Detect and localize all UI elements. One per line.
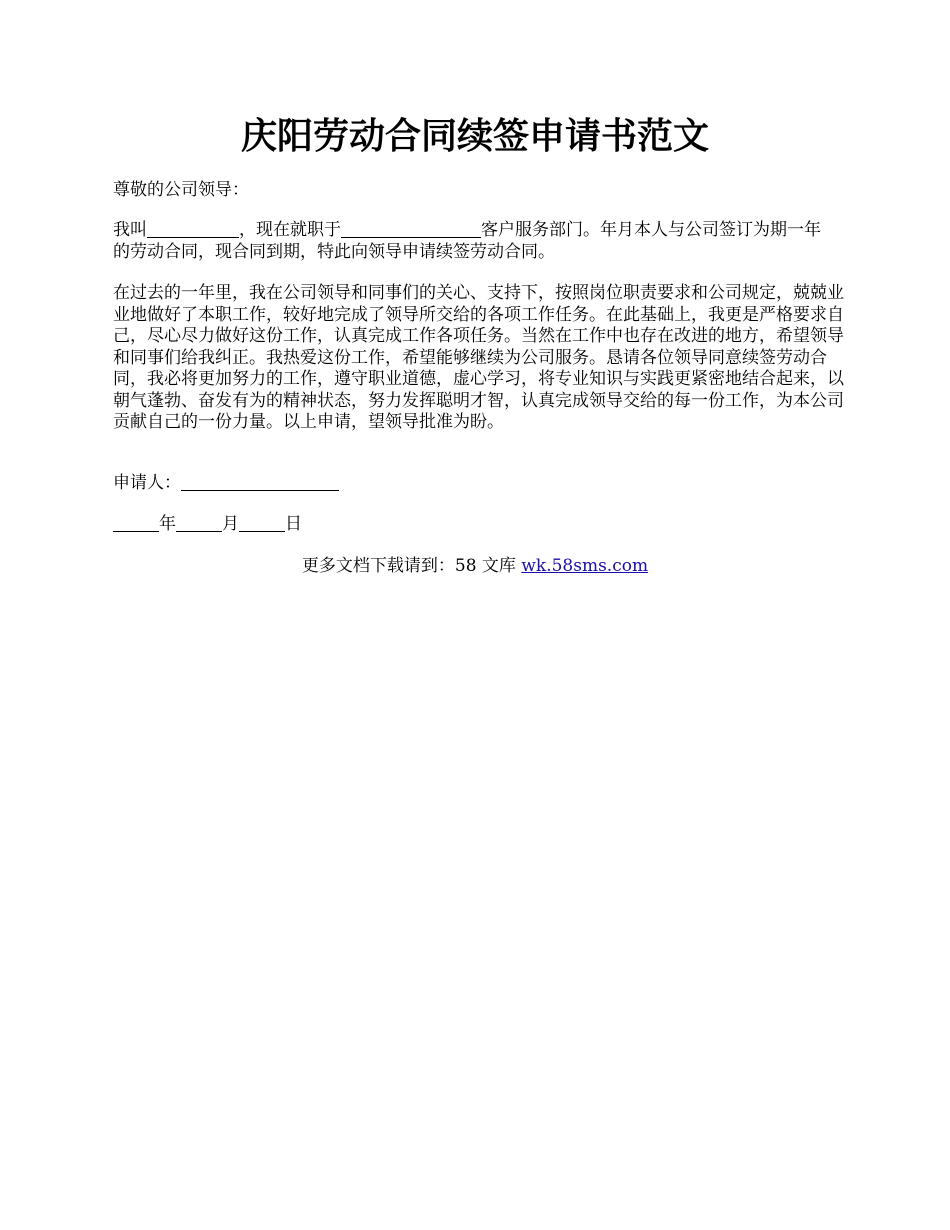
date-line bbox=[113, 514, 853, 536]
department-blank bbox=[341, 220, 481, 238]
year-blank bbox=[113, 514, 159, 532]
intro-text-1: 我叫 bbox=[113, 220, 147, 240]
intro-text-2: ，现在就职于 bbox=[239, 220, 341, 240]
name-blank bbox=[147, 220, 239, 238]
paragraph-intro bbox=[113, 220, 835, 263]
year-label: 年 bbox=[159, 514, 176, 534]
day-blank bbox=[239, 514, 285, 532]
document-title: 庆阳劳动合同续签申请书范文 bbox=[240, 115, 709, 157]
footer-text: 更多文档下载请到：58 文库 bbox=[301, 556, 522, 576]
salutation: 尊敬的公司领导： bbox=[113, 180, 249, 200]
applicant-blank bbox=[181, 473, 339, 491]
paragraph-body: 在过去的一年里，我在公司领导和同事们的关心、支持下，按照岗位职责要求和公司规定，兢兢业业地做好了本职工作，较好地完成了领导所交给的各项工作任务。在此基础上，我更是严格要求自己，尽心尽力做好这份工作，认真完成工作各项任务。当然在工作中也存在改进的地方，希望领导和同事们给我纠正。我热爱这份工作，希望能够继续为公司服务。恳请各位领导同意续签劳动合同，我必将更加努力的工作，遵守职业道德，虚心学习，将专业知识与实践更紧密地结合起来，以朝气蓬勃、奋发有为的精神状态，努力发挥聪明才智，认真完成领导交给的每一份工作，为本公司贡献自己的一份力量。以上申请，望领导批准为盼。 bbox=[113, 283, 844, 432]
applicant-label: 申请人： bbox=[113, 473, 181, 493]
day-label: 日 bbox=[285, 514, 302, 534]
month-label: 月 bbox=[222, 514, 239, 534]
applicant-line bbox=[113, 473, 853, 495]
footer bbox=[0, 555, 950, 577]
footer-link[interactable]: wk.58sms.com bbox=[521, 556, 649, 576]
intro-text-3: 客户服务部门。年月本人与公司签订为期一年的劳动合同，现合同到期，特此向领导申请续签劳动合同。 bbox=[113, 220, 821, 262]
month-blank bbox=[176, 514, 222, 532]
